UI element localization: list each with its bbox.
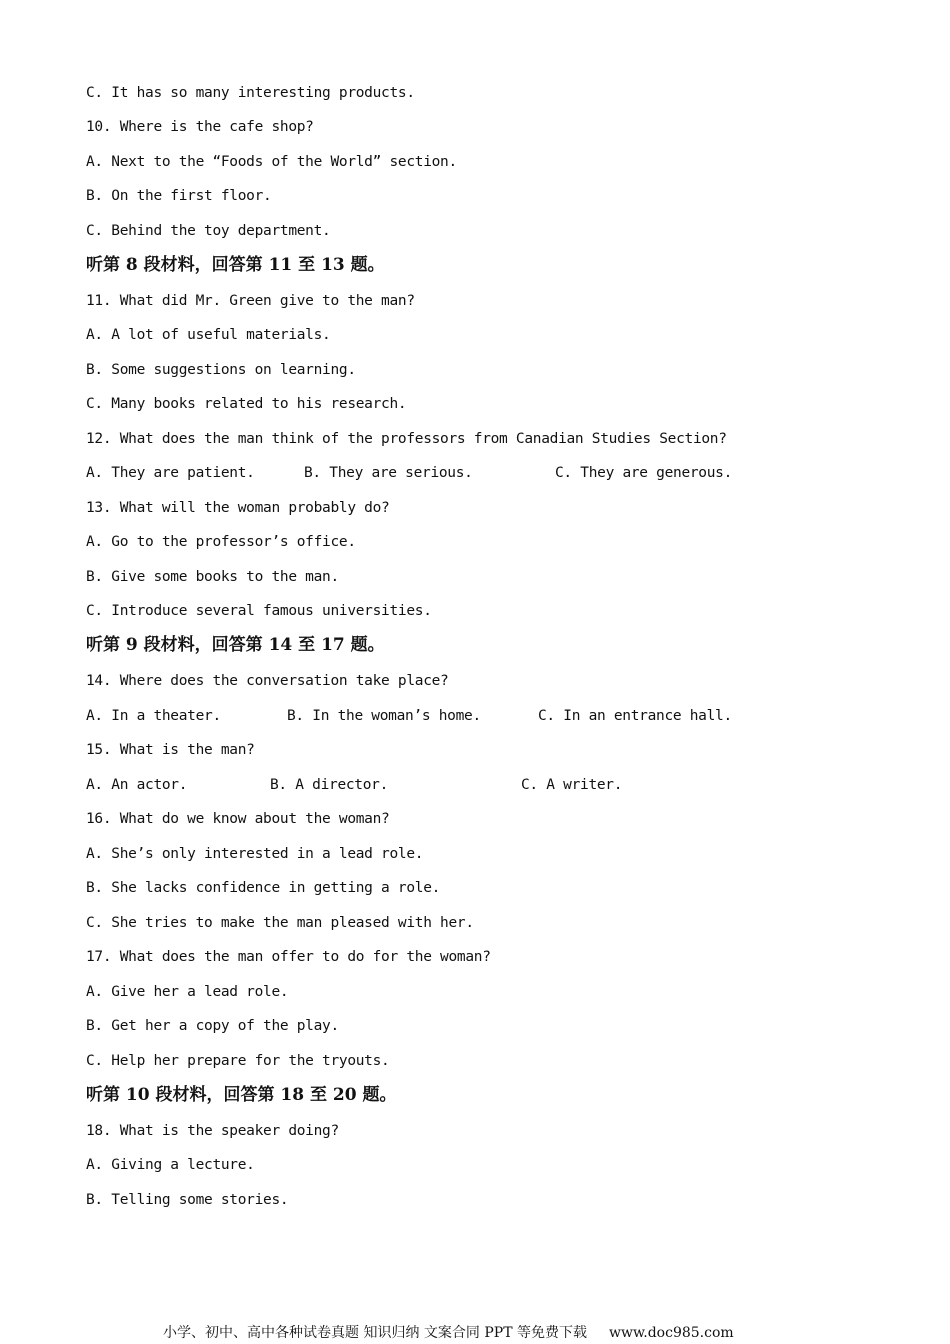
q10-option-a: A. Next to the “Foods of the World” section. bbox=[86, 154, 457, 170]
q15-options bbox=[86, 775, 886, 795]
q17-option-a: A. Give her a lead role. bbox=[86, 984, 289, 1000]
q18-option-a: A. Giving a lecture. bbox=[86, 1157, 255, 1173]
q11-option-b: B. Some suggestions on learning. bbox=[86, 362, 356, 378]
q13-option-b: B. Give some books to the man. bbox=[86, 569, 339, 585]
footer bbox=[163, 1324, 734, 1342]
section-9-heading: 听第 9 段材料，回答第 14 至 17 题。 bbox=[86, 635, 385, 655]
q10-question: 10. Where is the cafe shop? bbox=[86, 119, 314, 135]
q9-option-c: C. It has so many interesting products. bbox=[86, 85, 415, 101]
q14-option-b: B. In the woman’s home. bbox=[287, 708, 481, 724]
q11-option-c: C. Many books related to his research. bbox=[86, 396, 407, 412]
q11-option-a: A. A lot of useful materials. bbox=[86, 327, 331, 343]
q10-option-b: B. On the first floor. bbox=[86, 188, 272, 204]
footer-text: 小学、初中、高中各种试卷真题 知识归纳 文案合同 PPT 等免费下载 bbox=[163, 1325, 587, 1341]
q12-option-b: B. They are serious. bbox=[304, 465, 473, 481]
q17-option-c: C. Help her prepare for the tryouts. bbox=[86, 1053, 390, 1069]
q14-options bbox=[86, 706, 886, 726]
q16-question: 16. What do we know about the woman? bbox=[86, 811, 390, 827]
footer-site: www.doc985.com bbox=[608, 1325, 734, 1341]
q13-option-a: A. Go to the professor’s office. bbox=[86, 534, 356, 550]
q15-option-b: B. A director. bbox=[270, 777, 389, 793]
q12-options bbox=[86, 463, 886, 483]
q12-option-a: A. They are patient. bbox=[86, 465, 255, 481]
q16-option-b: B. She lacks confidence in getting a role. bbox=[86, 880, 441, 896]
q15-option-a: A. An actor. bbox=[86, 777, 188, 793]
q14-option-a: A. In a theater. bbox=[86, 708, 221, 724]
q18-question: 18. What is the speaker doing? bbox=[86, 1123, 339, 1139]
section-8-heading: 听第 8 段材料，回答第 11 至 13 题。 bbox=[86, 255, 385, 275]
q16-option-c: C. She tries to make the man pleased with her. bbox=[86, 915, 474, 931]
q12-option-c: C. They are generous. bbox=[555, 465, 733, 481]
section-10-heading: 听第 10 段材料，回答第 18 至 20 题。 bbox=[86, 1085, 397, 1105]
q14-question: 14. Where does the conversation take place? bbox=[86, 673, 449, 689]
q12-question: 12. What does the man think of the professors from Canadian Studies Section? bbox=[86, 431, 727, 447]
q13-option-c: C. Introduce several famous universities. bbox=[86, 603, 432, 619]
q15-option-c: C. A writer. bbox=[521, 777, 623, 793]
q17-question: 17. What does the man offer to do for the woman? bbox=[86, 949, 491, 965]
q14-option-c: C. In an entrance hall. bbox=[538, 708, 732, 724]
q15-question: 15. What is the man? bbox=[86, 742, 255, 758]
q13-question: 13. What will the woman probably do? bbox=[86, 500, 390, 516]
q17-option-b: B. Get her a copy of the play. bbox=[86, 1018, 339, 1034]
q16-option-a: A. She’s only interested in a lead role. bbox=[86, 846, 424, 862]
q18-option-b: B. Telling some stories. bbox=[86, 1192, 289, 1208]
q11-question: 11. What did Mr. Green give to the man? bbox=[86, 293, 415, 309]
q10-option-c: C. Behind the toy department. bbox=[86, 223, 331, 239]
